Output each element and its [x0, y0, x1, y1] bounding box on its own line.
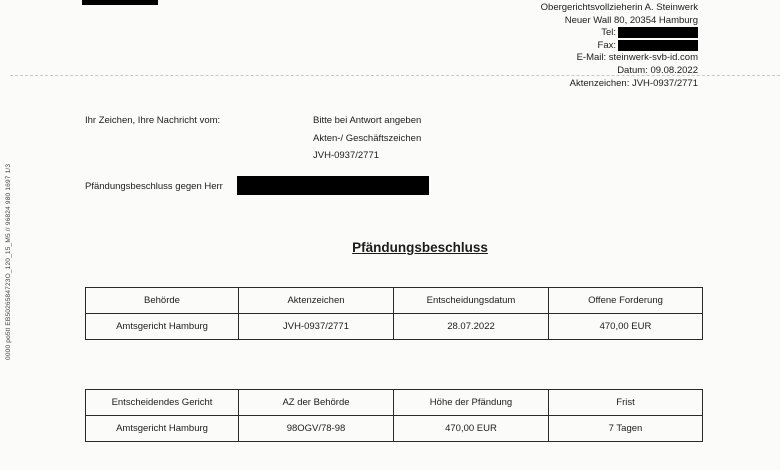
- table-header-cell: Behörde: [86, 288, 239, 314]
- table-cell: 470,00 EUR: [394, 416, 549, 442]
- table-header-cell: AZ der Behörde: [239, 390, 394, 416]
- table-header-row: [86, 390, 703, 416]
- table-cell: JVH-0937/2771: [239, 314, 394, 340]
- redaction-top: [82, 0, 158, 5]
- document-title: Pfändungsbeschluss: [352, 240, 488, 255]
- sender-email: E-Mail: steinwerk-svb-id.com: [576, 52, 698, 64]
- sender-address: Neuer Wall 80, 20354 Hamburg: [564, 14, 698, 26]
- table-cell: 28.07.2022: [394, 314, 549, 340]
- reference-block: [313, 112, 421, 165]
- table-header-cell: Entscheidungsdatum: [394, 288, 549, 314]
- side-barcode-text: 0000 po5tl EB5026584723O_120_15_M5 // 96824 980 1697 1/3: [5, 163, 12, 360]
- seizure-table: [85, 389, 703, 442]
- table-cell: 98OGV/78-98: [239, 416, 394, 442]
- sender-tel: Tel:: [438, 27, 698, 40]
- table-cell: 7 Tagen: [549, 416, 703, 442]
- table-cell: Amtsgericht Hamburg: [86, 314, 239, 340]
- sender-date: Datum: 09.08.2022: [617, 65, 698, 76]
- table-header-cell: Offene Forderung: [549, 288, 703, 314]
- table-row: [86, 314, 703, 340]
- fold-line: [10, 75, 780, 76]
- table-header-row: [86, 288, 703, 314]
- table-header-cell: Entscheidendes Gericht: [86, 390, 239, 416]
- table-row: [86, 416, 703, 442]
- claim-table: [85, 287, 703, 340]
- sender-fax: Fax:: [438, 40, 698, 53]
- reference-label: Ihr Zeichen, Ihre Nachricht vom:: [85, 115, 221, 126]
- sender-name: Obergerichtsvollzieherin A. Steinwerk: [540, 2, 698, 13]
- sender-file-number: Aktenzeichen: JVH-0937/2771: [569, 77, 698, 89]
- table-header-cell: Aktenzeichen: [239, 288, 394, 314]
- redaction-name: [237, 176, 429, 195]
- sender-block: [438, 2, 698, 90]
- reference-line-1: Bitte bei Antwort angeben: [313, 115, 422, 126]
- reference-line-2: Akten-/ Geschäftszeichen: [313, 132, 422, 144]
- redaction-fax: [618, 40, 698, 51]
- table-cell: 470,00 EUR: [549, 314, 703, 340]
- subject-line: Pfändungsbeschluss gegen Herr: [85, 181, 223, 192]
- table-cell: Amtsgericht Hamburg: [86, 416, 239, 442]
- redaction-tel: [618, 27, 698, 38]
- reference-line-3: JVH-0937/2771: [313, 150, 380, 161]
- table-header-cell: Höhe der Pfändung: [394, 390, 549, 416]
- table-header-cell: Frist: [549, 390, 703, 416]
